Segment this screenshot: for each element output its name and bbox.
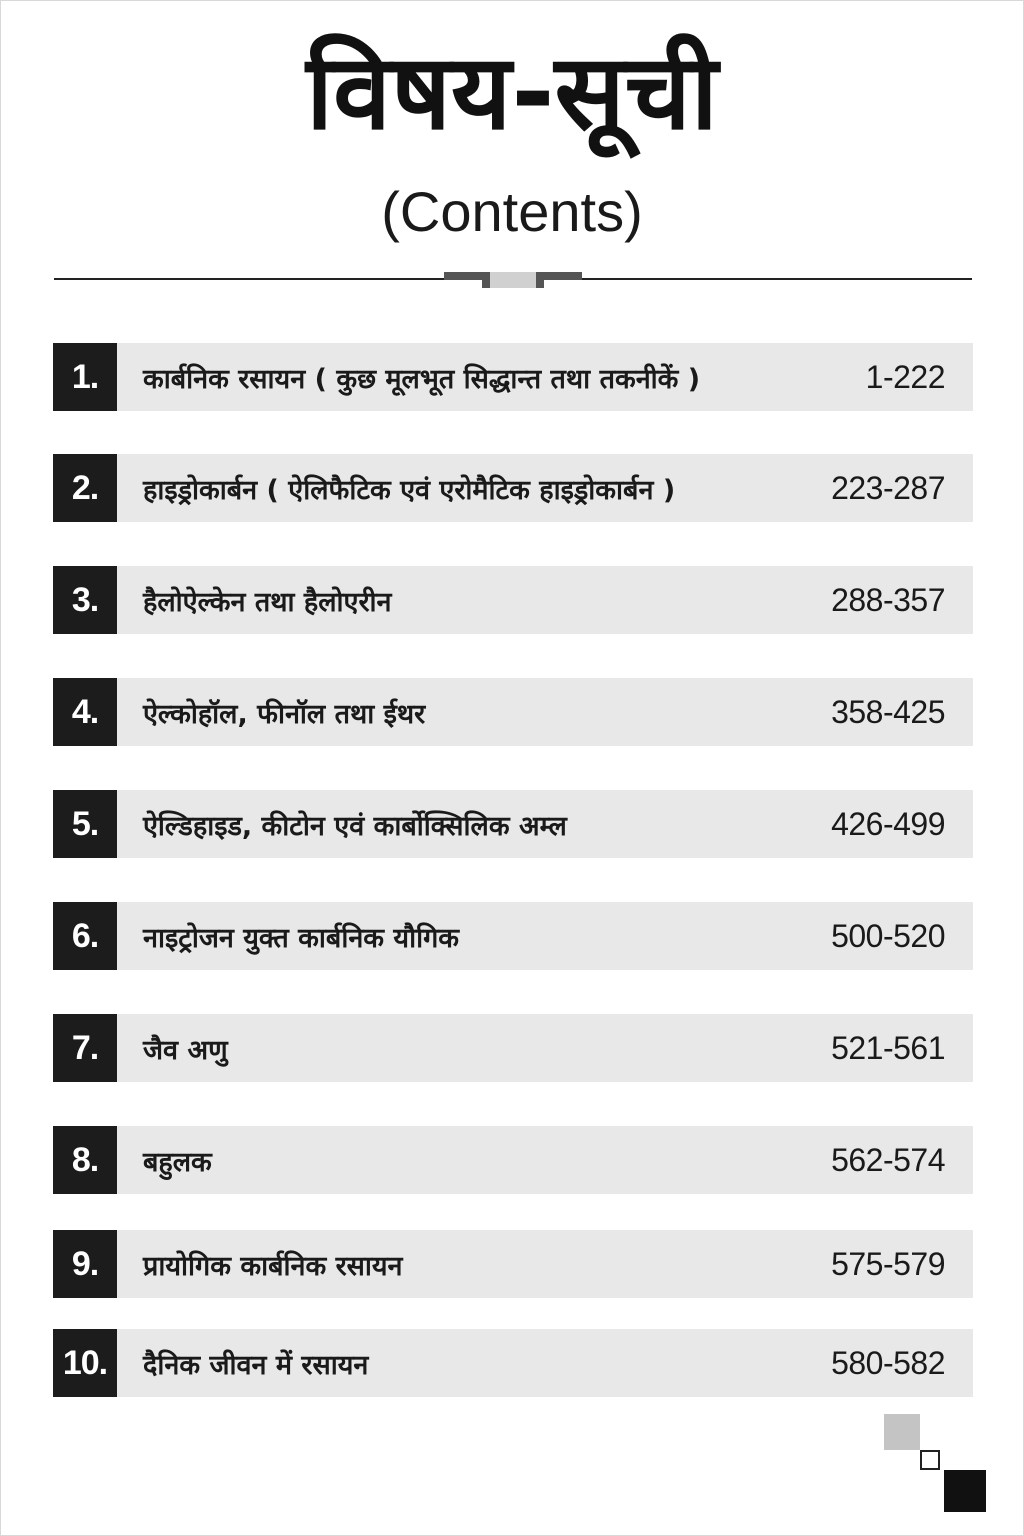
chapter-title: ऐल्डिहाइड, कीटोन एवं कार्बोक्सिलिक अम्ल [143, 810, 567, 842]
chapter-number: 5. [53, 790, 117, 858]
chapter-title: बहुलक [143, 1146, 212, 1178]
chapter-pages: 562-574 [831, 1141, 945, 1178]
contents-row-5[interactable] [53, 790, 973, 858]
chapter-pages: 500-520 [831, 917, 945, 954]
chapter-number: 4. [53, 678, 117, 746]
corner-ornament [882, 1412, 988, 1516]
contents-row-3[interactable] [53, 566, 973, 634]
chapter-pages: 580-582 [831, 1344, 945, 1381]
chapter-title: दैनिक जीवन में रसायन [143, 1349, 369, 1381]
contents-row-7[interactable] [53, 1014, 973, 1082]
chapter-pages: 575-579 [831, 1245, 945, 1282]
chapter-number: 9. [53, 1230, 117, 1298]
chapter-number: 7. [53, 1014, 117, 1082]
contents-row-8[interactable] [53, 1126, 973, 1194]
chapter-title: नाइट्रोजन युक्त कार्बनिक यौगिक [143, 922, 460, 954]
page-title-hindi: विषय-सूची [306, 31, 718, 153]
contents-row-4[interactable] [53, 678, 973, 746]
chapter-title: प्रायोगिक कार्बनिक रसायन [143, 1250, 403, 1282]
page-title-english: (Contents) [381, 180, 643, 243]
chapter-pages: 426-499 [831, 805, 945, 842]
divider-ornament [444, 272, 582, 288]
contents-row-6[interactable] [53, 902, 973, 970]
chapter-pages: 288-357 [831, 581, 945, 618]
chapter-number: 2. [53, 454, 117, 522]
contents-row-2[interactable] [53, 454, 973, 522]
chapter-pages: 521-561 [831, 1029, 945, 1066]
chapter-title: कार्बनिक रसायन ( कुछ मूलभूत सिद्धान्त तथा तकनीकें ) [143, 363, 701, 395]
contents-row-10[interactable] [53, 1329, 973, 1397]
chapter-pages: 358-425 [831, 693, 945, 730]
chapter-number: 3. [53, 566, 117, 634]
chapter-title: हाइड्रोकार्बन ( ऐलिफैटिक एवं एरोमैटिक हाइड्रोकार्बन ) [143, 474, 676, 506]
chapter-number: 1. [53, 343, 117, 411]
chapter-title: ऐल्कोहॉल, फीनॉल तथा ईथर [143, 698, 426, 730]
contents-row-9[interactable] [53, 1230, 973, 1298]
chapter-number: 6. [53, 902, 117, 970]
contents-row-1[interactable] [53, 343, 973, 411]
chapter-pages: 1-222 [865, 358, 945, 395]
chapter-number: 10. [53, 1329, 117, 1397]
chapter-title: जैव अणु [143, 1034, 228, 1066]
chapter-pages: 223-287 [831, 469, 945, 506]
chapter-title: हैलोऐल्केन तथा हैलोएरीन [143, 586, 392, 618]
chapter-number: 8. [53, 1126, 117, 1194]
